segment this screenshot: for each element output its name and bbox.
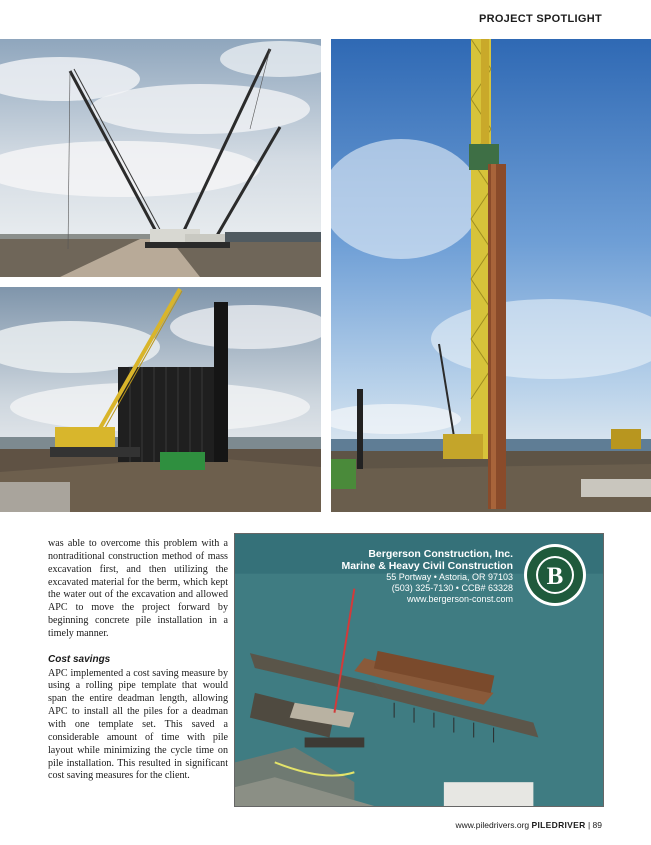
article-paragraph-2: APC implemented a cost saving measure by using a rolling pipe template that would span the entire deadman length, allowing APC to install all the piles for a deadman with one template set. This saved a considerable amount of time with pile layout while minimizing the cycle time on pile installation. This resulted in significant cost saving measures for the client. [48,667,228,782]
ad-website-link[interactable]: www.bergerson-const.com [406,594,513,604]
ad-address: 55 Portway • Astoria, OR 97103 [386,572,513,582]
ad-company-name: Bergerson Construction, Inc. [368,548,513,560]
sheet-pile-wall-photo [0,287,321,512]
ad-tagline: Marine & Heavy Civil Construction [341,560,513,572]
bergerson-advertisement[interactable] [234,533,604,807]
page-number: 89 [592,820,602,830]
ad-phone: (503) 325-7130 • CCB# 63328 [391,583,513,593]
footer-separator: | [587,820,591,830]
logo-letter: B [546,563,564,590]
article-body [48,538,228,796]
crawler-cranes-photo [0,39,321,277]
section-label: PROJECT SPOTLIGHT [478,13,602,25]
footer-website[interactable]: www.piledrivers.org [455,820,530,830]
ad-contact-block [341,548,513,605]
pile-driving-photo [331,39,651,512]
article-subhead: Cost savings [48,653,111,665]
article-paragraph-1: was able to overcome this problem with a nontraditional construction method of mass excavation first, and then utilizing the excavated material for the berm, which kept the water out of the excavation and allowed APC to move the project forward by beginning concrete pile installation in a timely manner. [48,538,228,639]
footer-magazine-name: PILEDRIVER [531,820,586,830]
page-footer [455,820,602,830]
bergerson-logo-icon [523,543,587,607]
